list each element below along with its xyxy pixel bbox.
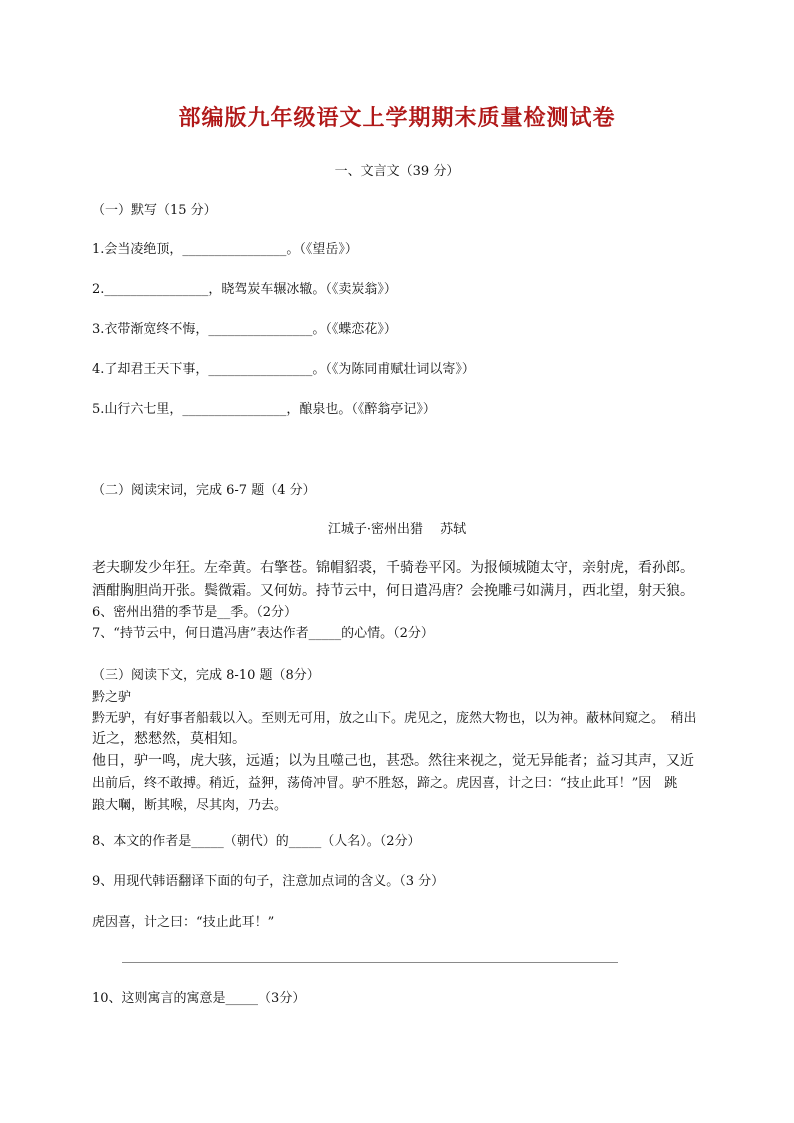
- passage-line: 他日，驴一鸣，虎大骇，远遁；以为且噬己也，甚恐。然往来视之，觉无异能者；益习其声，又近: [92, 753, 694, 769]
- poem-title: 江城子·密州出猎 苏轼: [327, 522, 467, 537]
- section-heading: 一、文言文（39 分）: [334, 164, 460, 179]
- poem-line-1: 老夫聊发少年狂。左牵黄。右擎苍。锦帽貂裘，千骑卷平冈。为报倾城随太守，亲射虎，看孙郎。: [92, 560, 694, 576]
- passage-line: 出前后，终不敢搏。稍近，益狎，荡倚冲冒。驴不胜怒，蹄之。虎因喜，计之曰：“技止此耳！”因 跳: [92, 776, 678, 791]
- question-1: 1.会当凌绝顶，________________。（《望岳》）: [92, 242, 358, 257]
- question-2: 2.________________，晓驾炭车辗冰辙。（《卖炭翁》）: [92, 282, 397, 297]
- document-title: 部编版九年级语文上学期期末质量检测试卷: [178, 105, 616, 131]
- question-3: 3.衣带渐宽终不悔，________________。（《蝶恋花》）: [92, 322, 397, 337]
- question-7: 7、“持节云中，何日遣冯唐”表达作者_____的心情。（2分）: [92, 626, 434, 641]
- passage-line: 踉大㘎，断其喉，尽其肉，乃去。: [92, 798, 288, 813]
- question-9: 9、用现代韩语翻译下面的句子，注意加点词的含义。（3 分）: [92, 874, 445, 889]
- question-9-sentence: 虎因喜，计之曰：“技止此耳！”: [92, 915, 275, 930]
- part2-heading: （二）阅读宋词，完成 6-7 题（4 分）: [92, 483, 316, 498]
- poem-line-2: 酒酣胸胆尚开张。鬓微霜。又何妨。持节云中，何日遣冯唐？会挽雕弓如满月，西北望，射天狼。: [92, 583, 694, 599]
- passage-line: 黔无驴，有好事者船载以入。至则无可用，放之山下。虎见之，庞然大物也，以为神。蔽林间窥之。 稍出: [92, 711, 697, 726]
- answer-line: [122, 962, 618, 963]
- question-10: 10、这则寓言的寓意是_____（3分）: [92, 991, 306, 1006]
- question-5: 5.山行六七里，________________，酿泉也。（《醉翁亭记》）: [92, 402, 436, 417]
- question-4: 4.了却君王天下事，________________。（《为陈同甫赋壮词以寄》）: [92, 362, 475, 377]
- question-8: 8、本文的作者是_____（朝代）的_____（人名）。（2分）: [92, 834, 421, 849]
- passage-line: 近之，憖憖然，莫相知。: [92, 731, 246, 747]
- passage-title: 黔之驴: [92, 690, 132, 705]
- part3-heading: （三）阅读下文，完成 8-10 题（8分）: [92, 668, 320, 683]
- part1-heading: （一）默写（15 分）: [92, 203, 217, 218]
- question-6: 6、密州出猎的季节是__季。（2分）: [92, 605, 298, 620]
